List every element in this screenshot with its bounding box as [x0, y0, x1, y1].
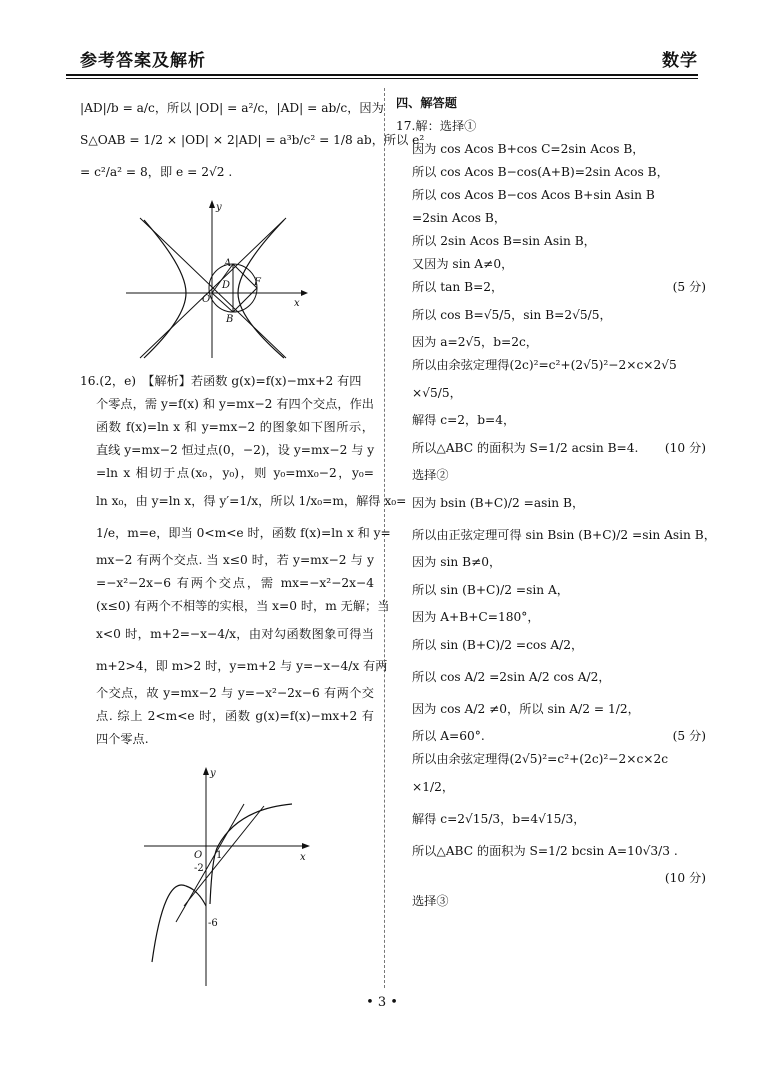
text-line: 所以△ABC 的面积为 S=1/2 bcsin A=10√3/3 .	[412, 844, 678, 858]
point-label-B: B	[226, 314, 234, 325]
text-line: 函数 f(x)=ln x 和 y=mx−2 的图象如下图所示，	[96, 420, 374, 434]
text-line: ×√5/5，	[412, 386, 462, 400]
text-line: 直线 y=mx−2 恒过点(0，−2)，设 y=mx−2 与 y	[96, 443, 375, 457]
score-marker: (10 分)	[664, 441, 706, 455]
text-line: =2sin Acos B，	[412, 211, 507, 225]
text-line-content: 所以 tan B=2，	[412, 280, 504, 294]
text-line: 16.(2，e) 【解析】若函数 g(x)=f(x)−mx+2 有四	[80, 374, 362, 388]
point-label-F: F	[254, 277, 261, 288]
text-line: 点. 综上 2<m<e 时，函数 g(x)=f(x)−mx+2 有	[96, 709, 374, 723]
text-line: 解得 c=2，b=4，	[412, 413, 516, 427]
point-label-D: D	[222, 280, 231, 291]
text-line: 所以由余弦定理得(2c)²=c²+(2√5)²−2×c×2√5	[412, 358, 677, 372]
text-line-content: 所以 A=60°.	[412, 729, 485, 743]
text-line: 因为 a=2√5，b=2c，	[412, 335, 538, 349]
point-label-A: A	[224, 258, 232, 269]
text-line: ×1/2，	[412, 780, 455, 794]
header-title: 参考答案及解析	[80, 51, 206, 71]
tick-label-neg6: -6	[208, 918, 218, 929]
text-line: 选择③	[412, 894, 449, 908]
left-column	[80, 92, 425, 188]
left-column-q16	[80, 370, 407, 751]
text-line-content: 所以△ABC 的面积为 S=1/2 acsin B=4.	[412, 441, 639, 455]
text-line: 所以 cos A/2 =2sin A/2 cos A/2，	[412, 670, 611, 684]
text-line: 选择②	[412, 468, 449, 482]
text-line: 因为 sin B≠0，	[412, 555, 502, 569]
text-line	[396, 276, 706, 299]
hyperbola-figure	[126, 198, 312, 360]
axis-label-x: x	[294, 298, 300, 309]
page-header	[80, 46, 698, 74]
text-line	[396, 725, 706, 748]
text-line: 个交点，故 y=mx−2 与 y=−x²−2x−6 有两个交	[96, 686, 374, 700]
text-line: 所以由余弦定理得(2√5)²=c²+(2c)²−2×c×2c	[412, 752, 669, 766]
text-line: 所以 sin (B+C)/2 =cos A/2，	[412, 638, 584, 652]
text-line	[396, 432, 706, 464]
text-line: =−x²−2x−6 有两个交点，需 mx=−x²−2x−4	[96, 576, 374, 590]
header-rule	[66, 74, 698, 76]
score-marker: (5 分)	[672, 729, 706, 743]
text-line	[396, 867, 706, 890]
axis-label-y: y	[216, 202, 222, 213]
page-number: • 3 •	[366, 995, 398, 1010]
ln-function-figure	[140, 764, 318, 990]
point-label-O: O	[202, 294, 211, 305]
text-line: x<0 时，m+2=−x−4/x，由对勾函数图象可得当	[96, 627, 374, 641]
text-line: 1/e，m=e，即当 0<m<e 时，函数 f(x)=ln x 和 y=	[96, 526, 391, 540]
origin-label: O	[194, 850, 203, 861]
text-line: 因为 bsin (B+C)/2 =asin B，	[412, 496, 585, 510]
text-line: S△OAB = 1/2 × |OD| × 2|AD| = a³b/c² = 1/8 ab，所以 e²	[80, 133, 425, 147]
header-subject: 数学	[662, 51, 698, 71]
score-marker: (10 分)	[664, 871, 706, 885]
right-column	[396, 92, 716, 913]
text-line: mx−2 有两个交点. 当 x≤0 时，若 y=mx−2 与 y	[96, 553, 374, 567]
text-line: 因为 cos Acos B+cos C=2sin Acos B，	[412, 142, 645, 156]
text-line: 所以由正弦定理可得 sin Bsin (B+C)/2 =sin Asin B，	[412, 528, 716, 542]
score-marker: (5 分)	[672, 280, 706, 294]
text-line: 因为 A+B+C=180°，	[412, 610, 540, 624]
text-line: = c²/a² = 8，即 e = 2√2 .	[80, 165, 233, 179]
text-line: |AD|/b = a/c，所以 |OD| = a²/c，|AD| = ab/c，因为	[80, 101, 384, 115]
tick-label-1: 1	[216, 850, 223, 861]
text-line: 所以 2sin Acos B=sin Asin B，	[412, 234, 596, 248]
text-line: 17.解：选择①	[396, 119, 477, 133]
text-line: (x≤0) 有两个不相等的实根，当 x=0 时，m 无解；当	[96, 599, 390, 613]
text-line: 因为 cos A/2 ≠0，所以 sin A/2 = 1/2，	[412, 702, 640, 716]
section-title: 四、解答题	[396, 96, 457, 110]
text-line: 所以 sin (B+C)/2 =sin A，	[412, 583, 569, 597]
text-line: 所以 cos Acos B−cos(A+B)=2sin Acos B，	[412, 165, 669, 179]
text-line: 所以 cos B=√5/5，sin B=2√5/5，	[412, 308, 612, 322]
header-rule-thin	[66, 78, 698, 79]
text-line: 四个零点.	[96, 732, 149, 746]
text-line: 又因为 sin A≠0，	[412, 257, 514, 271]
tick-label-neg2: -2	[194, 863, 204, 874]
axis-label-y: y	[210, 768, 216, 779]
text-line: 所以 cos Acos B−cos Acos B+sin Asin B	[412, 188, 655, 202]
text-line: 解得 c=2√15/3，b=4√15/3，	[412, 812, 586, 826]
text-line: 个零点，需 y=f(x) 和 y=mx−2 有四个交点，作出	[96, 397, 374, 411]
text-line: ln x₀，由 y=ln x，得 y′=1/x，所以 1/x₀=m，解得 x₀=	[96, 494, 407, 508]
text-line: m+2>4，即 m>2 时，y=m+2 与 y=−x−4/x 有两	[96, 659, 388, 673]
text-line: =ln x 相切于点(x₀，y₀)，则 y₀=mx₀−2，y₀=	[96, 466, 374, 480]
axis-label-x: x	[300, 852, 306, 863]
